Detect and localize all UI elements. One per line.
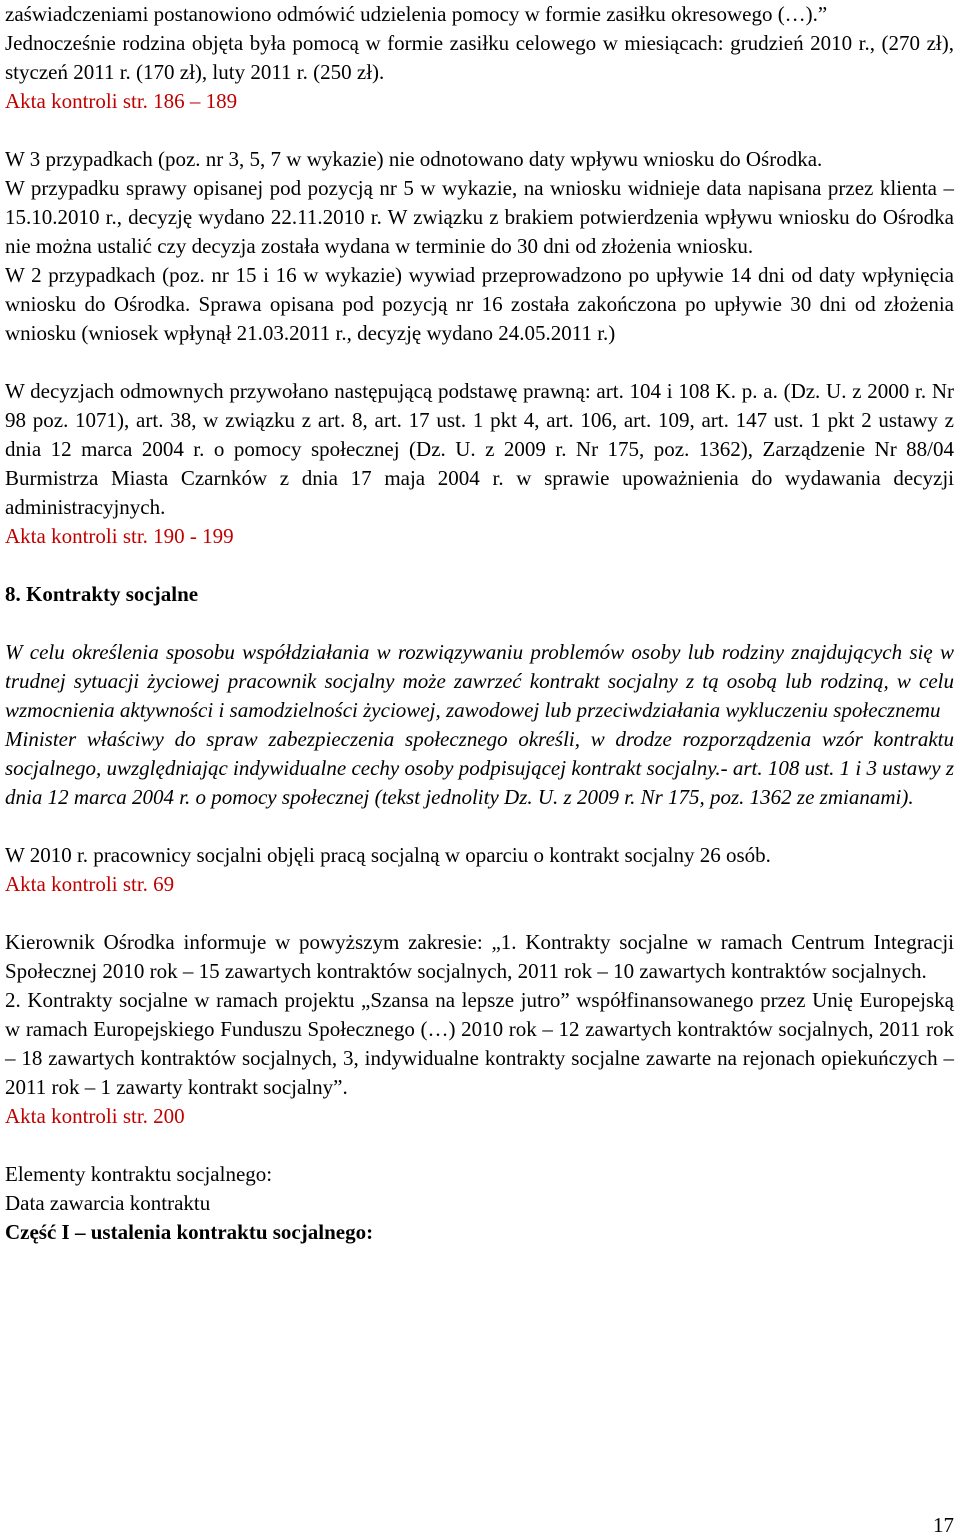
spacer — [5, 899, 954, 928]
paragraph: Elementy kontraktu socjalnego: — [5, 1162, 273, 1186]
spacer — [5, 348, 954, 377]
paragraph: W 2010 r. pracownicy socjalni objęli pracą socjalną w oparciu o kontrakt socjalny 26 osób. — [5, 843, 771, 867]
paragraph: W 2 przypadkach (poz. nr 15 i 16 w wykazie) wywiad przeprowadzono po upływie 14 dni od daty wpłynięcia wniosku do Ośrodka. Sprawa opisana pod pozycją nr 16 została zakończona po upływie 30 dni od złożenia wniosku (wniosek wpłynął 21.03.2011 r., decyzję wydano 24.05.2011 r.) — [5, 263, 954, 345]
paragraph: W decyzjach odmownych przywołano następującą podstawę prawną: art. 104 i 108 K. p. a. (Dz. U. z 2000 r. Nr 98 poz. 1071), art. 38, w związku z art. 8, art. 17 ust. 1 pkt 4, art. 106, art. 109, art. 147 ust. 1 pkt 2 ustawy z dnia 12 marca 2004 r. o pomocy społecznej (Dz. U. z 2009 r. Nr 175, poz. 1362), Zarządzenie Nr 88/04 Burmistrza Miasta Czarnków z dnia 17 maja 2004 r. w sprawie upoważnienia do wydawania decyzji administracyjnych. — [5, 379, 954, 519]
section-heading: 8. Kontrakty socjalne — [5, 582, 199, 606]
paragraph: Data zawarcia kontraktu — [5, 1191, 211, 1215]
file-reference: Akta kontroli str. 190 - 199 — [5, 524, 234, 548]
paragraph: W 3 przypadkach (poz. nr 3, 5, 7 w wykazie) nie odnotowano daty wpływu wniosku do Ośrodka. — [5, 147, 823, 171]
file-reference: Akta kontroli str. 69 — [5, 872, 175, 896]
legal-quote: Minister właściwy do spraw zabezpieczenia społecznego określi, w drodze rozporządzenia wzór kontraktu socjalnego, uwzględniając indywidualne cechy osoby podpisującej kontrakt socjalny.- art. 108 ust. 1 i 3 ustawy z dnia 12 marca 2004 r. o pomocy społecznej (tekst jednolity Dz. U. z 2009 r. Nr 175, poz. 1362 ze zmianami). — [5, 727, 954, 809]
spacer — [5, 1131, 954, 1160]
paragraph: Jednocześnie rodzina objęta była pomocą w formie zasiłku celowego w miesiącach: grudzień 2010 r., (270 zł), styczeń 2011 r. (170 zł), luty 2011 r. (250 zł). — [5, 31, 954, 84]
subsection-heading: Część I – ustalenia kontraktu socjalnego: — [5, 1220, 374, 1244]
paragraph: 2. Kontrakty socjalne w ramach projektu „Szansa na lepsze jutro” współfinansowanego przez Unię Europejską w ramach Europejskiego Funduszu Społecznego (…) 2010 rok – 12 zawartych kontraktów socjalnych, 2011 rok – 18 zawartych kontraktów socjalnych, 3, indywidualne kontrakty socjalne zawarte na rejonach opiekuńczych – 2011 rok – 1 zawarty kontrakt socjalny”. — [5, 988, 954, 1099]
spacer — [5, 812, 954, 841]
paragraph: W przypadku sprawy opisanej pod pozycją nr 5 w wykazie, na wniosku widnieje data napisana przez klienta – 15.10.2010 r., decyzję wydano 22.11.2010 r. W związku z brakiem potwierdzenia wpływu wniosku do Ośrodka nie można ustalić czy decyzja została wydana w terminie do 30 dni od złożenia wniosku. — [5, 176, 954, 258]
page-number: 17 — [933, 1513, 954, 1537]
legal-quote: W celu określenia sposobu współdziałania w rozwiązywaniu problemów osoby lub rodziny znajdujących się w trudnej sytuacji życiowej pracownik socjalny może zawrzeć kontrakt socjalny z tą osobą lub rodziną, w celu wzmocnienia aktywności i samodzielności życiowej, zawodowej lub przeciwdziałania wykluczeniu społecznemu — [5, 640, 954, 722]
file-reference: Akta kontroli str. 186 – 189 — [5, 89, 238, 113]
file-reference: Akta kontroli str. 200 — [5, 1104, 185, 1128]
paragraph: Kierownik Ośrodka informuje w powyższym zakresie: „1. Kontrakty socjalne w ramach Centrum Integracji Społecznej 2010 rok – 15 zawartych kontraktów socjalnych, 2011 rok – 10 zawartych kontraktów socjalnych. — [5, 930, 954, 983]
spacer — [5, 551, 954, 580]
paragraph: zaświadczeniami postanowiono odmówić udzielenia pomocy w formie zasiłku okresowego (…).” — [5, 2, 828, 26]
spacer — [5, 116, 954, 145]
spacer — [5, 609, 954, 638]
